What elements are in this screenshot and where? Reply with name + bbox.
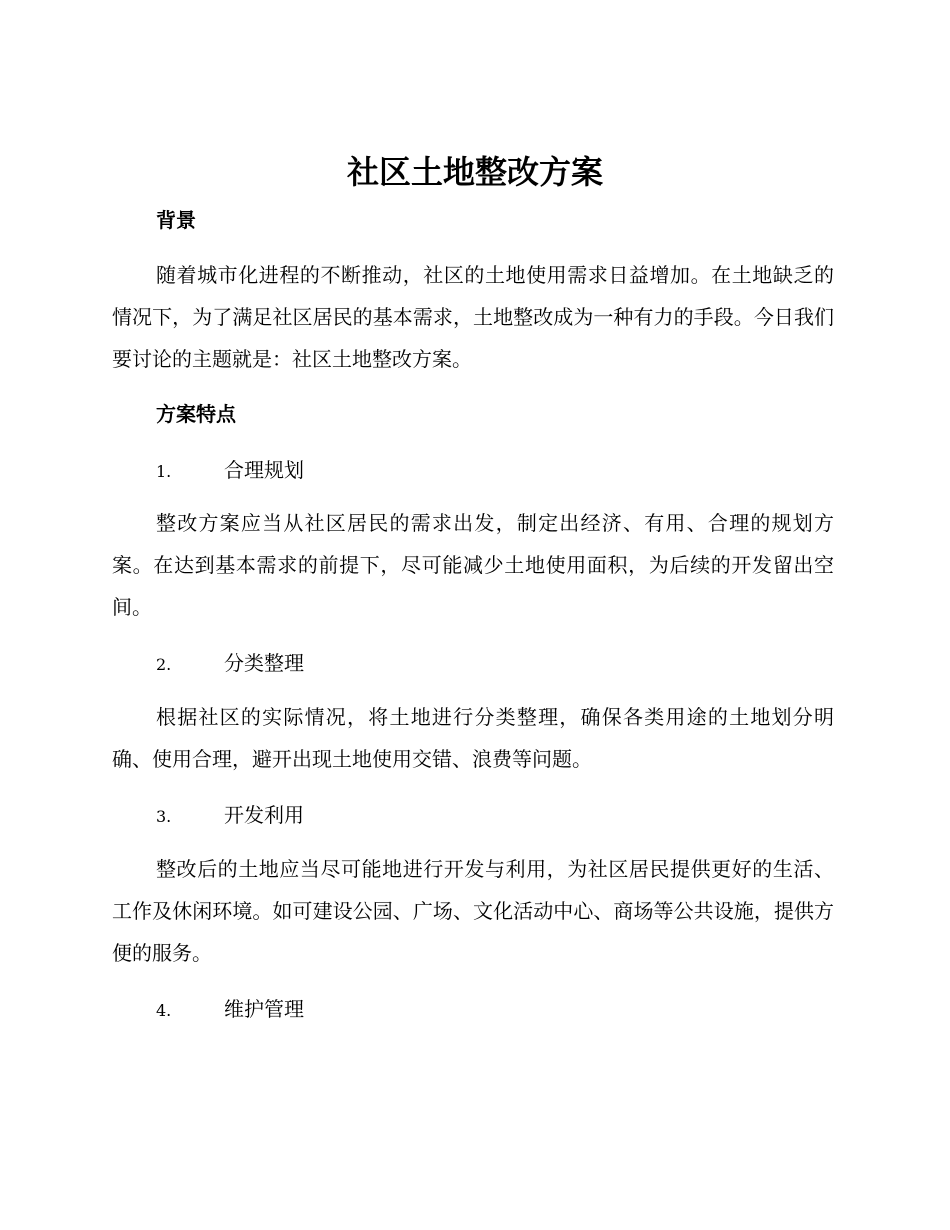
- list-item-label: 开发利用: [224, 803, 304, 827]
- section-heading-features: 方案特点: [156, 402, 236, 426]
- list-item-4: [156, 995, 304, 1023]
- list-item-number: 2.: [156, 655, 172, 674]
- list-item-label: 分类整理: [224, 651, 304, 675]
- list-item-label: 维护管理: [224, 997, 304, 1021]
- list-item-number: 4.: [156, 1001, 172, 1020]
- list-item-number: 1.: [156, 462, 172, 481]
- list-item-2: [156, 649, 304, 677]
- item-2-paragraph: 根据社区的实际情况，将土地进行分类整理，确保各类用途的土地划分明确、使用合理，避开出现土地使用交错、浪费等问题。: [112, 705, 834, 771]
- item-1-paragraph: 整改方案应当从社区居民的需求出发，制定出经济、有用、合理的规划方案。在达到基本需求的前提下，尽可能减少土地使用面积，为后续的开发留出空间。: [112, 511, 834, 619]
- document-title: 社区土地整改方案: [346, 153, 603, 191]
- background-paragraph: 随着城市化进程的不断推动，社区的土地使用需求日益增加。在土地缺乏的情况下，为了满足社区居民的基本需求，土地整改成为一种有力的手段。今日我们要讨论的主题就是：社区土地整改方案。: [112, 263, 834, 371]
- item-3-paragraph: 整改后的土地应当尽可能地进行开发与利用，为社区居民提供更好的生活、工作及休闲环境。如可建设公园、广场、文化活动中心、商场等公共设施，提供方便的服务。: [112, 857, 834, 965]
- list-item-3: [156, 801, 304, 829]
- list-item-1: [156, 456, 304, 484]
- list-item-label: 合理规划: [224, 458, 304, 482]
- section-heading-background: 背景: [156, 208, 196, 232]
- list-item-number: 3.: [156, 807, 172, 826]
